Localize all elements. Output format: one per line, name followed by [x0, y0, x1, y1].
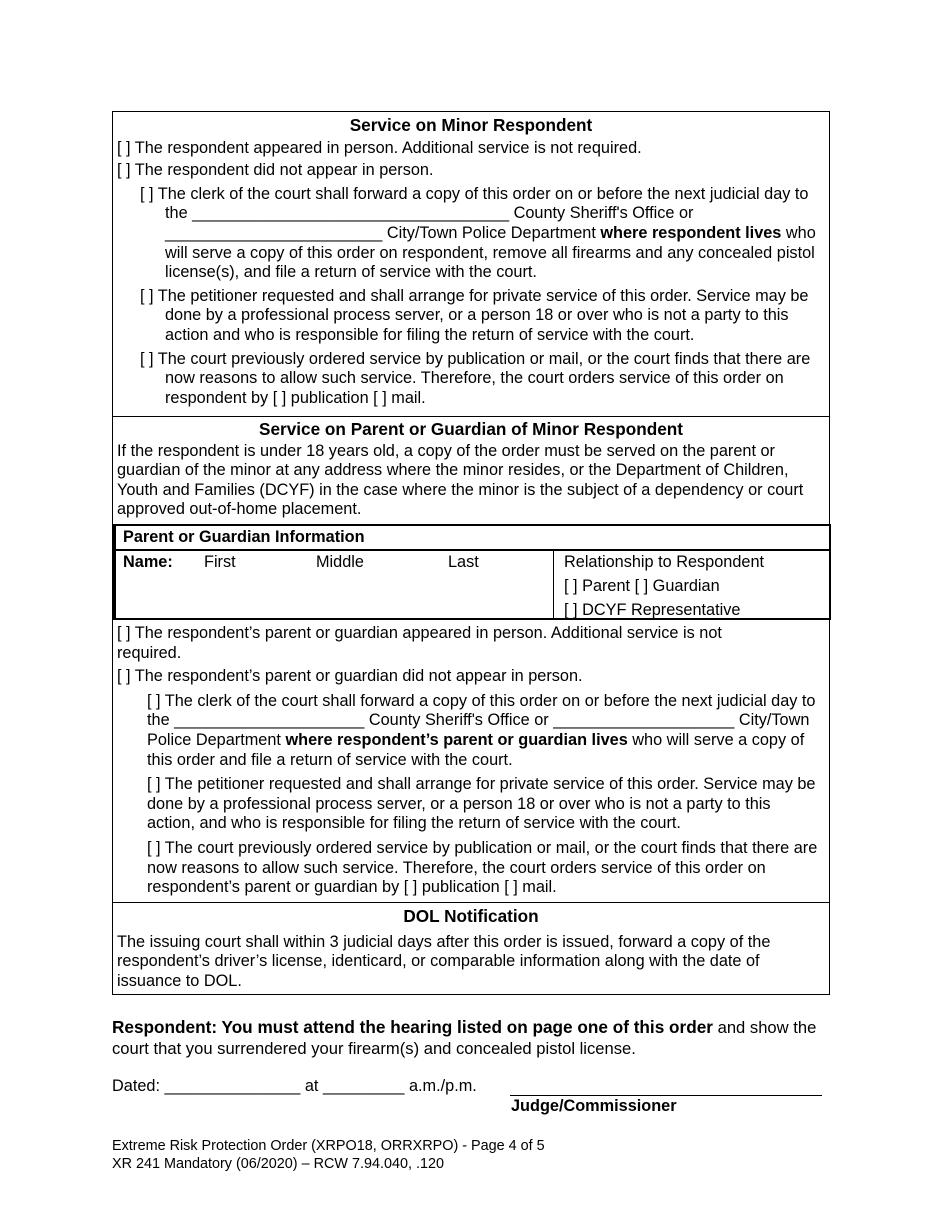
dol-heading: DOL Notification: [403, 906, 539, 926]
minor-option-private: [ ] The petitioner requested and shall arrange for private service of this order. Service may be done by a professional process server, or a person 18 or over who is not a party to this action and who is responsible for filing the return of service with the court.: [140, 286, 809, 344]
parent-appeared: [ ] The respondent’s parent or guardian appeared in person. Additional service is not required.: [117, 624, 722, 662]
parent-guardian-table: [113, 524, 831, 620]
table-divider: [116, 549, 829, 551]
first-name-label: First: [204, 553, 236, 571]
parent-heading: Service on Parent or Guardian of Minor Respondent: [258, 419, 684, 439]
last-name-label: Last: [448, 553, 479, 571]
judge-commissioner-label: Judge/Commissioner: [511, 1097, 677, 1115]
minor-option-publication: [ ] The court previously ordered service by publication or mail, or the court finds that there are now reasons to allow such service. Therefore, the court orders service of this order on respondent by [ ] publication [ ] mail.: [140, 349, 811, 407]
name-label: Name:: [123, 553, 173, 571]
respondent-notice: Respondent: You must attend the hearing listed on page one of this order and show the court that you surrendered your firearm(s) and concealed pistol license.: [112, 1017, 817, 1058]
divider: [113, 416, 829, 417]
parent-option-clerk: [ ] The clerk of the court shall forward a copy of this order on or before the next judicial day to the _____________________ County Sheriff's Office or ____________________ City/Town Police Department where respondent’s parent or guardian lives who will serve a copy of this order and file a return of service with the court.: [147, 691, 816, 769]
table-title: Parent or Guardian Information: [123, 528, 365, 546]
minor-option-clerk: [ ] The clerk of the court shall forward a copy of this order on or before the next judicial day to the ___________________________________ County Sheriff's Office or ________________________ City/Town Police Department where respondent lives who will serve a copy of this order on respondent, remove all firearms and any concealed pistol license(s), and file a return of service with the court.: [140, 184, 816, 282]
minor-appeared: [ ] The respondent appeared in person. Additional service is not required.: [117, 138, 642, 157]
dol-text: The issuing court shall within 3 judicial days after this order is issued, forward a copy of the respondent’s driver’s license, identicard, or comparable information along with the date of issuance to DOL.: [117, 932, 771, 990]
service-box: [112, 111, 830, 995]
relationship-dcyf-checkbox[interactable]: [ ] DCYF Representative: [564, 601, 741, 619]
parent-option-publication: [ ] The court previously ordered service by publication or mail, or the court finds that there are now reasons to allow such service. Therefore, the court orders service of this order on respondent’s parent or guardian by [ ] publication [ ] mail.: [147, 838, 818, 897]
minor-section: [113, 116, 829, 408]
form-footer: [112, 1137, 545, 1173]
table-column-divider: [553, 549, 554, 618]
footer-line-2: XR 241 Mandatory (06/2020) – RCW 7.94.040, .120: [112, 1156, 444, 1172]
parent-option-private: [ ] The petitioner requested and shall arrange for private service of this order. Service may be done by a professional process server, or a person 18 or over who is not a party to this action, and who is responsible for filing the return of service with the court.: [147, 775, 816, 833]
parent-not-appeared: [ ] The respondent’s parent or guardian did not appear in person.: [117, 667, 583, 686]
relationship-parent-guardian-checkboxes[interactable]: [ ] Parent [ ] Guardian: [564, 577, 720, 595]
relationship-label: Relationship to Respondent: [564, 553, 765, 571]
parent-service-options: [113, 624, 829, 898]
judge-signature-line[interactable]: [510, 1095, 822, 1096]
footer-line-1: Extreme Risk Protection Order (XRPO18, ORRXRPO) - Page 4 of 5: [112, 1138, 545, 1154]
parent-intro: If the respondent is under 18 years old, a copy of the order must be served on the parent or guardian of the minor at any address where the minor resides, or the Department of Children, Youth and Families (DCYF) in the case where the minor is the subject of a dependency or court approved out-of-home placement.: [117, 441, 804, 519]
minor-not-appeared: [ ] The respondent did not appear in person.: [117, 161, 434, 180]
minor-heading: Service on Minor Respondent: [349, 115, 593, 135]
dated-line: Dated: _______________ at _________ a.m./p.m.: [112, 1077, 477, 1095]
divider: [113, 902, 829, 903]
parent-section: [113, 420, 829, 520]
dol-section: [113, 907, 829, 991]
middle-name-label: Middle: [316, 553, 364, 571]
